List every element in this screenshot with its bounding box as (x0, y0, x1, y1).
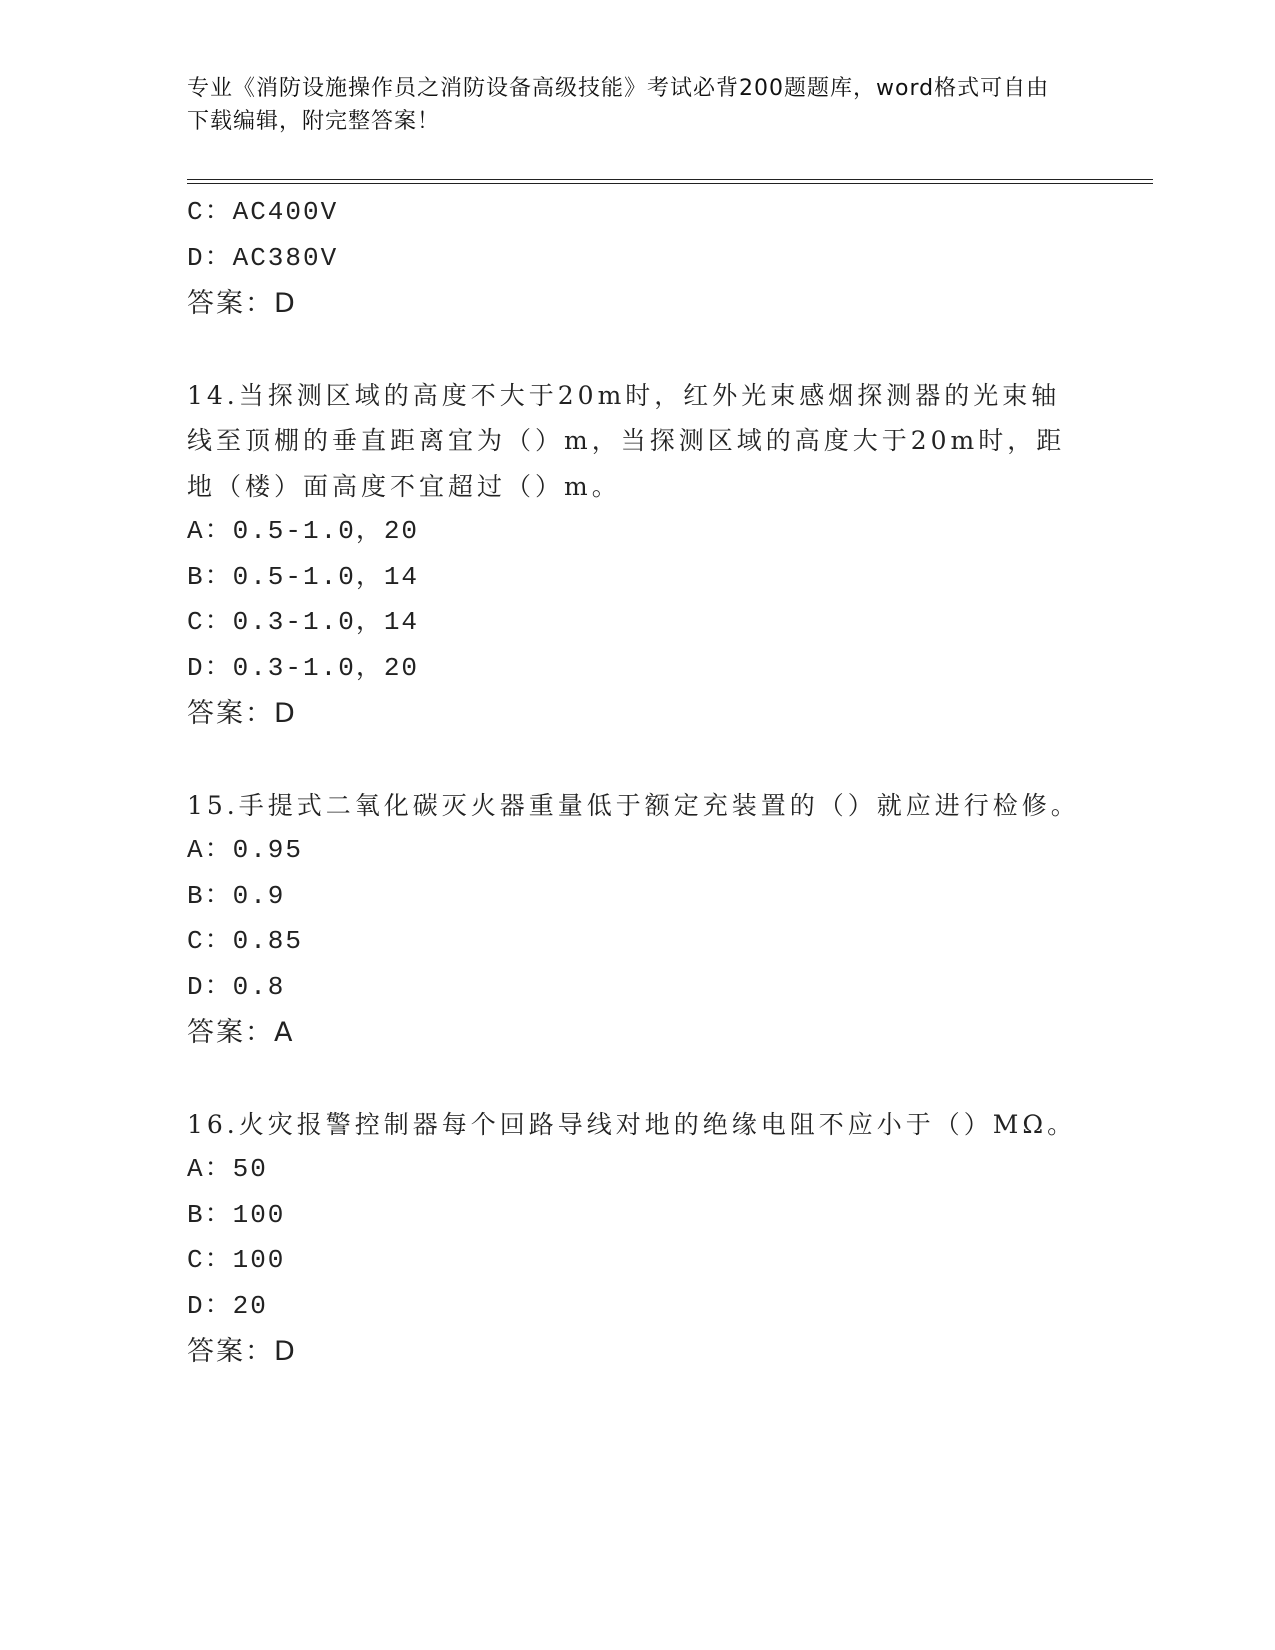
question-text: 15.手提式二氧化碳灭火器重量低于额定充装置的（）就应进行检修。 (187, 790, 1080, 820)
option-b: B：100 (187, 1199, 286, 1230)
answer-line: 答案：D (187, 698, 297, 729)
document-body (187, 190, 1087, 1375)
option-d: D：0.8 (187, 971, 286, 1002)
option-c: C：100 (187, 1245, 286, 1275)
option-b: B：0.5-1.0，14 (187, 561, 420, 592)
document-header: 专业《消防设施操作员之消防设备高级技能》考试必背200题题库，word格式可自由下载编辑，附完整答案！ (187, 76, 1050, 134)
option-a: A：0.5-1.0，20 (187, 516, 420, 546)
option-d: D：20 (187, 1290, 268, 1321)
option-d: D：AC380V (187, 242, 339, 273)
answer-line: 答案：D (187, 288, 297, 319)
question-16 (187, 1102, 1087, 1375)
question-15 (187, 783, 1087, 1056)
option-a: A：50 (187, 1154, 268, 1184)
question-text: 14.当探测区域的高度不大于20m时，红外光束感烟探测器的光束轴线至顶棚的垂直距离宜为（）m，当探测区域的高度大于20m时，距地（楼）面高度不宜超过（）m。 (187, 380, 1066, 501)
header-divider-top (187, 179, 1153, 180)
header-divider-bottom (187, 183, 1153, 184)
option-d: D：0.3-1.0，20 (187, 652, 420, 683)
option-c: C：0.3-1.0，14 (187, 607, 420, 637)
option-b: B：0.9 (187, 880, 286, 911)
question-14 (187, 373, 1087, 737)
option-c: C：0.85 (187, 926, 304, 956)
option-c: C：AC400V (187, 197, 339, 227)
option-a: A：0.95 (187, 835, 304, 865)
question-13-continuation (187, 190, 1087, 327)
answer-line: 答案：A (187, 1017, 295, 1048)
question-text: 16.火灾报警控制器每个回路导线对地的绝缘电阻不应小于（）MΩ。 (187, 1109, 1077, 1139)
answer-line: 答案：D (187, 1336, 297, 1367)
